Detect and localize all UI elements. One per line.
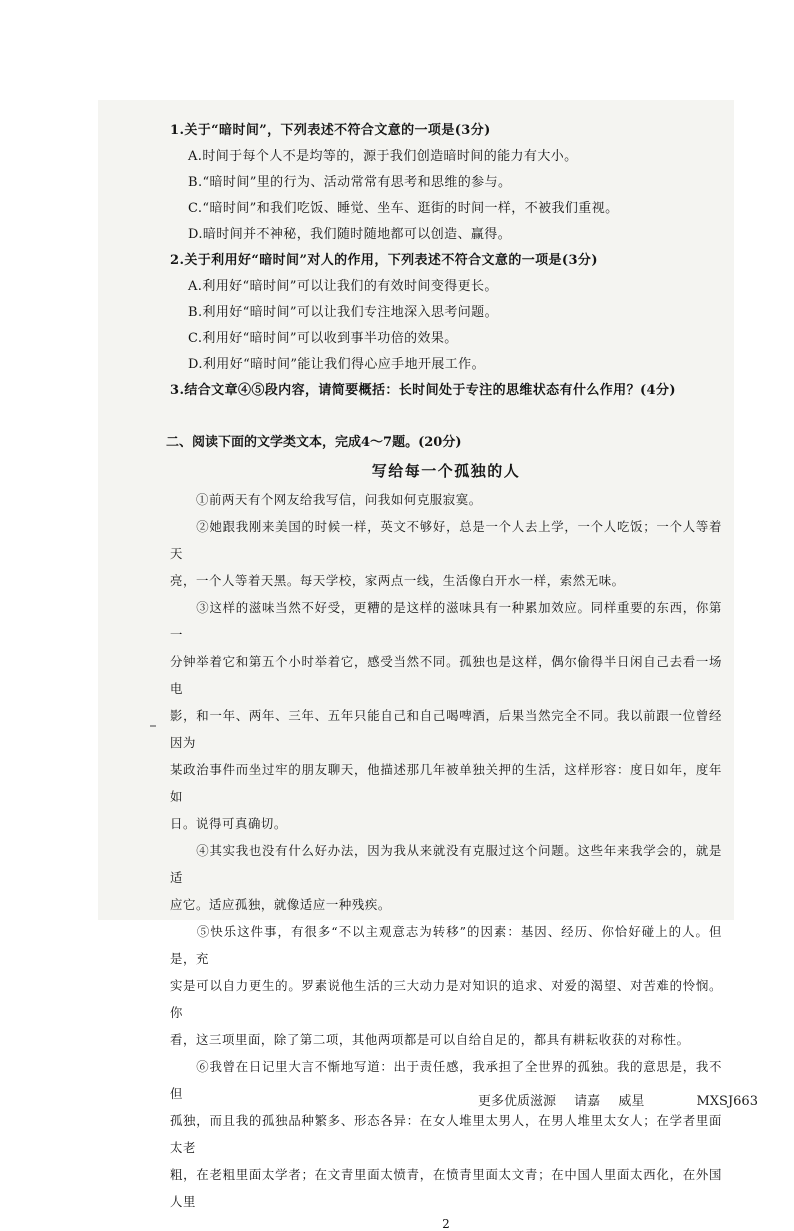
article-line: ⑤快乐这件事，有很多“不以主观意志为转移”的因素：基因、经历、你恰好碰上的人。但是，充 bbox=[170, 924, 722, 966]
option-b: B.利用好“暗时间”可以让我们专注地深入思考问题。 bbox=[188, 305, 498, 320]
article-line: 应它。适应孤独，就像适应一种残疾。 bbox=[170, 897, 391, 912]
option-a: A.利用好“暗时间”可以让我们的有效时间变得更长。 bbox=[188, 279, 498, 294]
article-line: 实是可以自力更生的。罗素说他生活的三大动力是对知识的追求、对爱的渴望、对苦难的怜悯。你 bbox=[170, 978, 722, 1020]
page-number: 2 bbox=[442, 1217, 450, 1231]
article-line: 某政治事件而坐过牢的朋友聊天，他描述那几年被单独关押的生活，这样形容：度日如年，度年如 bbox=[170, 762, 722, 804]
question-2 bbox=[170, 248, 722, 378]
question-stem: 1.关于“暗时间”，下列表述不符合文意的一项是(3分) bbox=[170, 123, 491, 138]
option-c: C.“暗时间”和我们吃饭、睡觉、坐车、逛街的时间一样，不被我们重视。 bbox=[188, 201, 619, 216]
article-line: ①前两天有个网友给我写信，问我如何克服寂寞。 bbox=[170, 492, 482, 507]
article-line: ②她跟我刚来美国的时候一样，英文不够好，总是一个人去上学，一个人吃饭；一个人等着天 bbox=[170, 519, 722, 561]
article-line: 孤独，而且我的孤独品种繁多、形态各异：在女人堆里太男人，在男人堆里太女人；在学者里面太老 bbox=[170, 1113, 722, 1155]
scan-mark bbox=[150, 725, 156, 727]
article-line: 看，这三项里面，除了第二项，其他两项都是可以自给自足的，都具有耕耘收获的对称性。 bbox=[170, 1032, 690, 1047]
question-1 bbox=[170, 118, 722, 248]
option-a: A.时间于每个人不是均等的，源于我们创造暗时间的能力有大小。 bbox=[188, 149, 578, 164]
article-line: ③这样的滋味当然不好受，更糟的是这样的滋味具有一种累加效应。同样重要的东西，你第一 bbox=[170, 600, 722, 642]
footer-promo: 更多优质滋源 bbox=[478, 1094, 557, 1109]
option-b: B.“暗时间”里的行为、活动常常有思考和思维的参与。 bbox=[188, 175, 512, 190]
section-heading: 二、阅读下面的文学类文本，完成4～7题。(20分) bbox=[166, 435, 462, 450]
footer-name: 威星 bbox=[618, 1094, 645, 1109]
article-line: 粗，在老粗里面太学者；在文青里面太愤青，在愤青里面太文青；在中国人里面太西化，在外国人里 bbox=[170, 1167, 722, 1209]
option-c: C.利用好“暗时间”可以收到事半功倍的效果。 bbox=[188, 331, 458, 346]
option-d: D.暗时间并不神秘，我们随时随地都可以创造、赢得。 bbox=[188, 227, 512, 242]
article-title: 写给每一个孤独的人 bbox=[371, 462, 521, 480]
option-d: D.利用好“暗时间”能让我们得心应手地开展工作。 bbox=[188, 357, 485, 372]
article-line: ④其实我也没有什么好办法，因为我从来就没有克服过这个问题。这些年来我学会的，就是适 bbox=[170, 843, 722, 885]
article-line: 分钟举着它和第五个小时举着它，感受当然不同。孤独也是这样，偶尔偷得半日闲自己去看一场电 bbox=[170, 654, 722, 696]
article-line: 日。说得可真确切。 bbox=[170, 816, 287, 831]
question-3 bbox=[170, 378, 722, 404]
question-stem: 3.结合文章④⑤段内容，请简要概括：长时间处于专注的思维状态有什么作用？(4分) bbox=[170, 383, 676, 398]
article-line: ⑥我曾在日记里大言不惭地写道：出于责任感，我承担了全世界的孤独。我的意思是，我不但 bbox=[170, 1059, 722, 1101]
footer-invite: 请嘉 bbox=[574, 1094, 601, 1109]
document-body bbox=[166, 118, 722, 1231]
footer-code: MXSJ663 bbox=[696, 1094, 758, 1109]
question-stem: 2.关于利用好“暗时间”对人的作用，下列表述不符合文意的一项是(3分) bbox=[170, 253, 598, 268]
footer-watermark bbox=[478, 1090, 772, 1109]
article-line: 亮，一个人等着天黑。每天学校，家两点一线，生活像白开水一样，索然无味。 bbox=[170, 573, 625, 588]
article-line: 影，和一年、两年、三年、五年只能自己和自己喝啤酒，后果当然完全不同。我以前跟一位曾经因为 bbox=[170, 708, 722, 750]
